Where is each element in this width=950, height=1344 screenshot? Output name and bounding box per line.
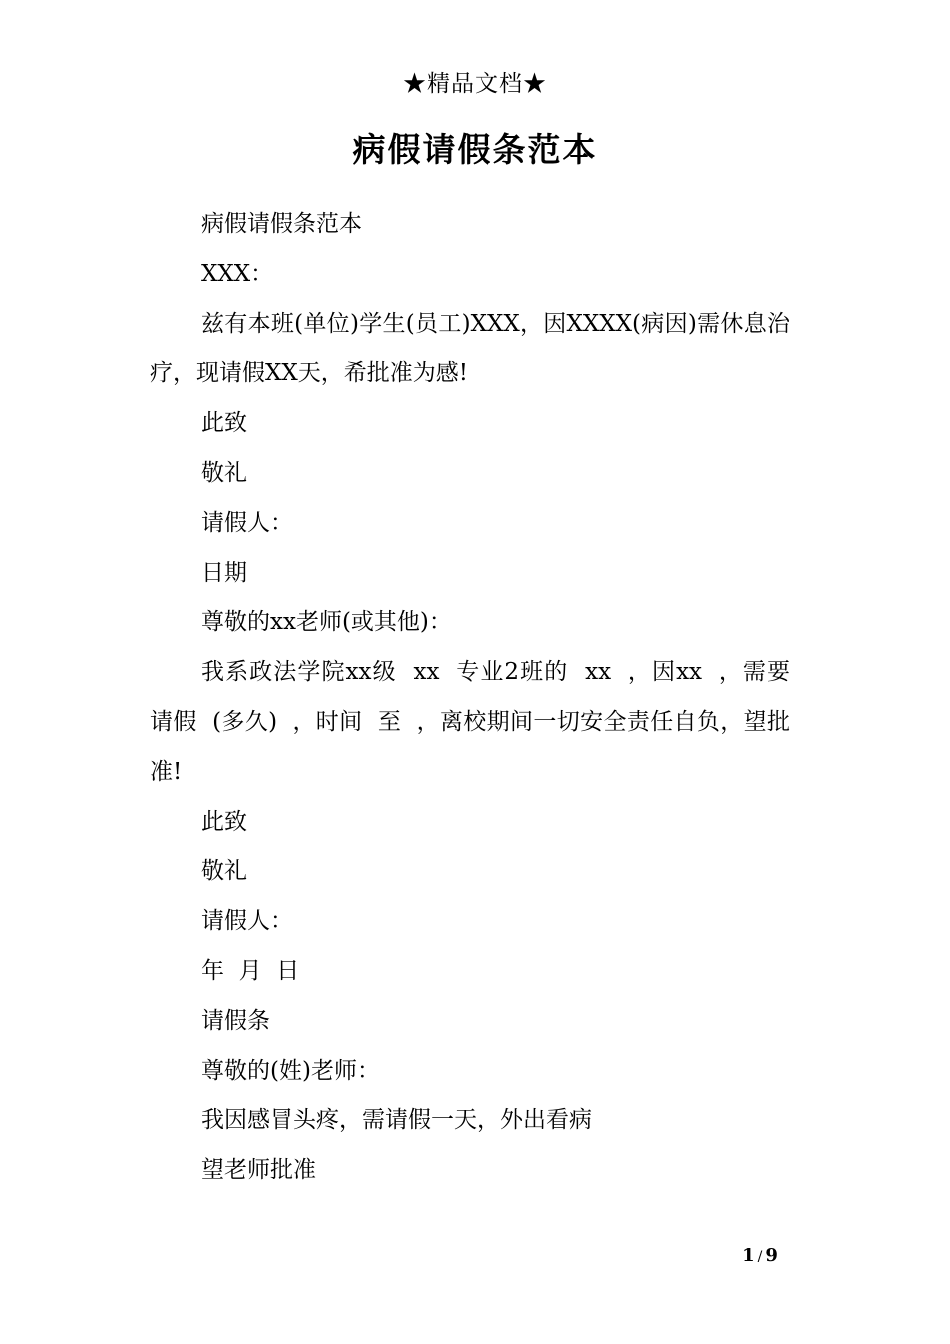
paragraph-body: 我因感冒头疼，需请假一天，外出看病	[201, 1107, 592, 1134]
page-current: 1	[742, 1245, 755, 1266]
paragraph-closing: 此致	[201, 410, 247, 437]
document-title: 病假请假条范本	[352, 130, 598, 169]
paragraph-regards: 敬礼	[201, 858, 247, 885]
document-body	[150, 200, 805, 1196]
paragraph-subtitle: 病假请假条范本	[201, 211, 362, 237]
page-separator: /	[757, 1249, 763, 1265]
paragraph-salutation: 尊敬的(姓)老师：	[201, 1057, 380, 1084]
paragraph-regards: 敬礼	[201, 459, 247, 486]
paragraph-body: 我系政法学院xx级 xx 专业2班的 xx ，因xx ，需要 请假 (多久) ，时间 至 ，离校期间一切安全责任自负，望批准!	[150, 659, 805, 785]
paragraph-salutation: 尊敬的xx老师(或其他)：	[201, 609, 452, 636]
paragraph-applicant: 请假人：	[201, 908, 293, 935]
paragraph-date: 日期	[201, 559, 247, 586]
paragraph-closing: 此致	[201, 808, 247, 835]
paragraph-body: 兹有本班(单位)学生(员工)XXX，因XXXX(病因)需休息治疗，现请假XX天，希批准为感!	[150, 310, 790, 387]
header-mark: ★精品文档★	[403, 71, 547, 97]
paragraph-heading: 请假条	[201, 1007, 270, 1034]
paragraph-date: 年 月 日	[201, 957, 300, 984]
page-number	[700, 1244, 820, 1269]
paragraph-applicant: 请假人：	[201, 509, 293, 536]
page-total: 9	[765, 1245, 778, 1266]
paragraph-body: 望老师批准	[201, 1157, 316, 1184]
paragraph-salutation: XXX：	[201, 260, 274, 287]
